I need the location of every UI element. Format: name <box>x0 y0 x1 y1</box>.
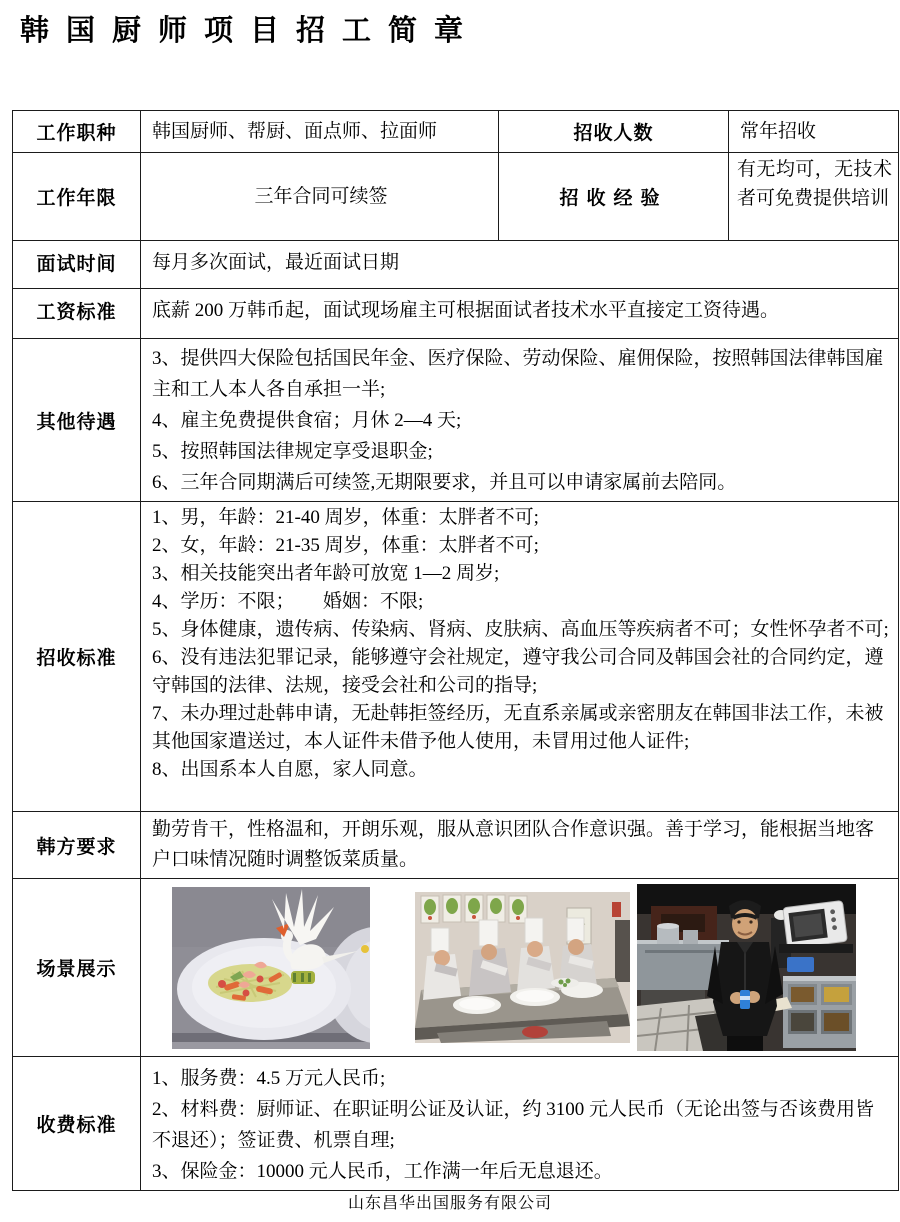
fee-item: 3、保险金：10000 元人民币，工作满一年后无息退还。 <box>152 1161 613 1182</box>
company-name: 山东昌华出国服务有限公司 <box>347 1195 552 1212</box>
cell-interview-time-value: 每月多次面试，最近面试日期 <box>141 241 899 289</box>
chef-training-photo <box>415 892 630 1043</box>
row-label-scene-display: 场景展示 <box>13 879 141 1057</box>
table-row <box>13 502 899 812</box>
row-label-work-term: 工作年限 <box>13 153 141 241</box>
cell-experience-value: 有无均可，无技术者可免费提供培训 <box>729 153 899 241</box>
criteria-item: 5、身体健康，遗传病、传染病、肾病、皮肤病、高血压等疾病者不可；女性怀孕者不可; <box>152 619 889 640</box>
fee-item: 2、材料费：厨师证、在职证明公证及认证，约 3100 元人民币（无论出签与否该费用皆不退还）；签证费、机票自理; <box>152 1099 875 1151</box>
kitchen-chef-photo <box>637 884 856 1051</box>
cell-fee-standard <box>141 1057 899 1191</box>
benefit-item: 3、提供四大保险包括国民年金、医疗保险、劳动保险、雇佣保险，按照韩国法律韩国雇主和工人本人各自承担一半; <box>152 348 884 400</box>
criteria-item: 8、出国系本人自愿，家人同意。 <box>152 759 428 780</box>
plated-dish-illustration <box>172 887 370 1049</box>
cell-job-type-value: 韩国厨师、帮厨、面点师、拉面师 <box>141 111 499 153</box>
photo-strip <box>142 880 897 1055</box>
row-label-other-benefits: 其他待遇 <box>13 339 141 502</box>
row-label-recruit-count: 招收人数 <box>499 111 729 153</box>
row-label-korean-requirements: 韩方要求 <box>13 812 141 879</box>
row-label-job-type: 工作职种 <box>13 111 141 153</box>
table-row <box>13 1057 899 1191</box>
chef-training-illustration <box>415 892 630 1043</box>
benefit-item: 6、三年合同期满后可续签,无期限要求，并且可以申请家属前去陪同。 <box>152 472 737 493</box>
recruitment-table <box>12 110 899 1191</box>
criteria-item: 6、没有违法犯罪记录，能够遵守会社规定，遵守我公司合同及韩国会社的合同约定，遵守韩国的法律、法规，接受会社和公司的指导; <box>152 647 884 696</box>
cell-recruit-criteria <box>141 502 899 812</box>
row-label-interview-time: 面试时间 <box>13 241 141 289</box>
cell-work-term-value: 三年合同可续签 <box>141 153 499 241</box>
kitchen-chef-illustration <box>637 884 856 1051</box>
row-label-experience: 招收经验 <box>499 153 729 241</box>
table-row <box>13 153 899 241</box>
criteria-item: 4、学历：不限； 婚姻：不限; <box>152 591 424 612</box>
document-title: 韩国厨师项目招工简章 <box>20 15 481 47</box>
cell-korean-requirements: 勤劳肯干，性格温和，开朗乐观，服从意识团队合作意识强。善于学习，能根据当地客户口味情况随时调整饭菜质量。 <box>141 812 899 879</box>
row-label-recruit-criteria: 招收标准 <box>13 502 141 812</box>
benefit-item: 4、雇主免费提供食宿；月休 2—4 天; <box>152 410 462 431</box>
table-row <box>13 879 899 1057</box>
criteria-item: 2、女，年龄：21-35 周岁，体重：太胖者不可; <box>152 535 539 556</box>
plated-dish-photo <box>172 887 370 1049</box>
cell-recruit-count-value: 常年招收 <box>729 111 899 153</box>
benefit-item: 5、按照韩国法律规定享受退职金; <box>152 441 433 462</box>
table-row <box>13 241 899 289</box>
criteria-item: 7、未办理过赴韩申请，无赴韩拒签经历，无直系亲属或亲密朋友在韩国非法工作，未被其他国家遣送过，本人证件未借予他人使用，未冒用过他人证件; <box>152 703 884 752</box>
criteria-item: 3、相关技能突出者年龄可放宽 1—2 周岁; <box>152 563 500 584</box>
cell-other-benefits <box>141 339 899 502</box>
row-label-fee-standard: 收费标准 <box>13 1057 141 1191</box>
cell-scene-photos <box>141 879 899 1057</box>
table-row <box>13 339 899 502</box>
row-label-salary: 工资标准 <box>13 289 141 339</box>
cell-salary-value: 底薪 200 万韩币起，面试现场雇主可根据面试者技术水平直接定工资待遇。 <box>141 289 899 339</box>
table-row <box>13 111 899 153</box>
criteria-item: 1、男，年龄：21-40 周岁，体重：太胖者不可; <box>152 507 539 528</box>
fee-item: 1、服务费：4.5 万元人民币; <box>152 1068 386 1089</box>
table-row <box>13 289 899 339</box>
table-row <box>13 812 899 879</box>
